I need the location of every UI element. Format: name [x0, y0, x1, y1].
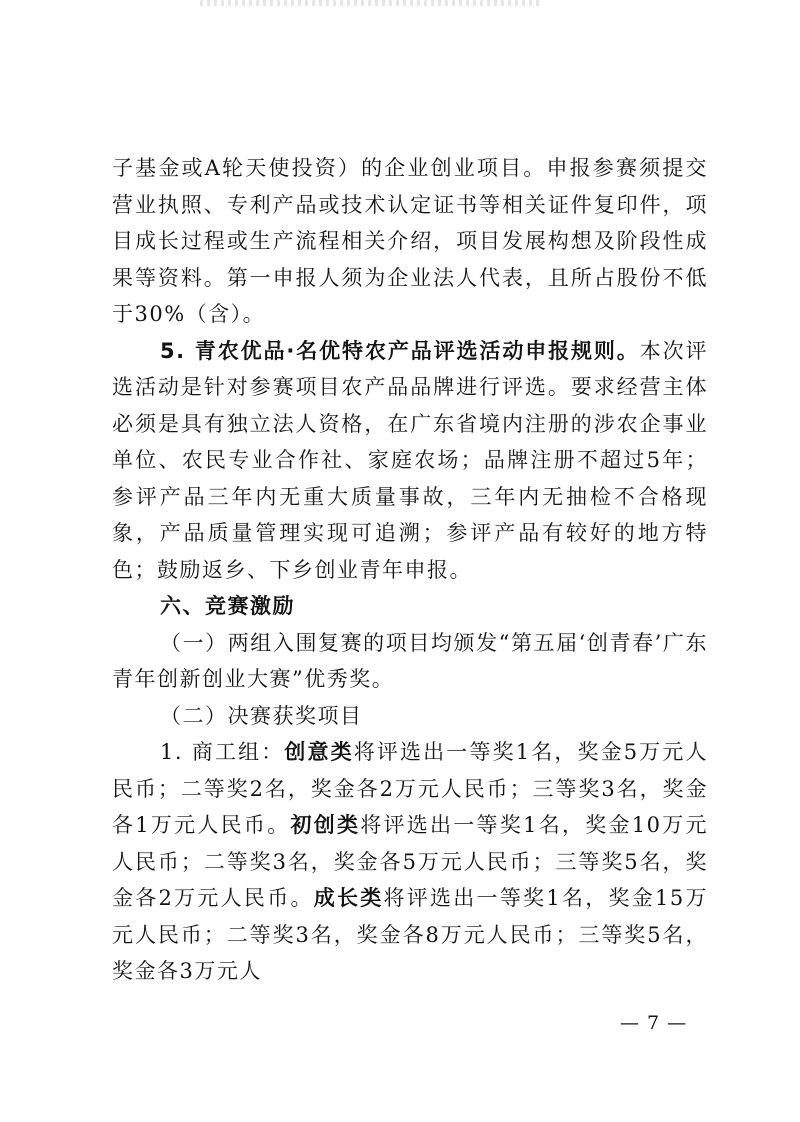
- section-heading-incentives: 六、竞赛激励: [160, 594, 295, 618]
- page-number: — 7 —: [620, 1012, 688, 1034]
- paragraph-rules-5: [112, 333, 708, 589]
- category-creative-text: 将评选出一等奖1名，奖金5万元人民币；二等奖2名，奖金各2万元人民币；三等奖3名，奖金各1万元人民币。: [112, 740, 708, 837]
- commerce-group-intro: 1. 商工组：: [160, 740, 285, 764]
- category-startup-text: 将评选出一等奖1名，奖金10万元人民币；二等奖3名，奖金各5万元人民币；三等奖5名，奖金各2万元人民币。: [112, 813, 708, 910]
- document-body: [112, 150, 708, 990]
- category-growth-text: 将评选出一等奖1名，奖金15万元人民币；二等奖3名，奖金各8万元人民币；三等奖5名，奖金各3万元人: [112, 886, 708, 983]
- category-creative-label: 创意类: [284, 740, 354, 764]
- scan-artifact: [200, 0, 540, 6]
- paragraph-award-2: （二）决赛获奖项目: [160, 703, 363, 728]
- paragraph-award-1: （一）两组入围复赛的项目均颁发“第五届‘创青春’广东青年创新创业大赛”优秀奖。: [112, 630, 708, 691]
- paragraph-commerce-group: [112, 734, 708, 990]
- category-startup-label: 初创类: [290, 813, 361, 837]
- paragraph-application-requirements: 子基金或A轮天使投资）的企业创业项目。申报参赛须提交营业执照、专利产品或技术认定证书等相关证件复印件，项目成长过程或生产流程相关介绍，项目发展构想及阶段性成果等资料。第一申报人须为企业法人代表，且所占股份不低于30%（含）。: [112, 156, 708, 326]
- rules-5-body: 本次评选活动是针对参赛项目农产品品牌进行评选。要求经营主体必须是具有独立法人资格，在广东省境内注册的涉农企事业单位、农民专业合作社、家庭农场；品牌注册不超过5年；参评产品三年内无重大质量事故，三年内无抽检不合格现象，产品质量管理实现可追溯；参评产品有较好的地方特色；鼓励返乡、下乡创业青年申报。: [112, 338, 708, 582]
- rules-5-title: 5. 青农优品·名优特农产品评选活动申报规则。: [160, 338, 640, 363]
- category-growth-label: 成长类: [313, 886, 384, 910]
